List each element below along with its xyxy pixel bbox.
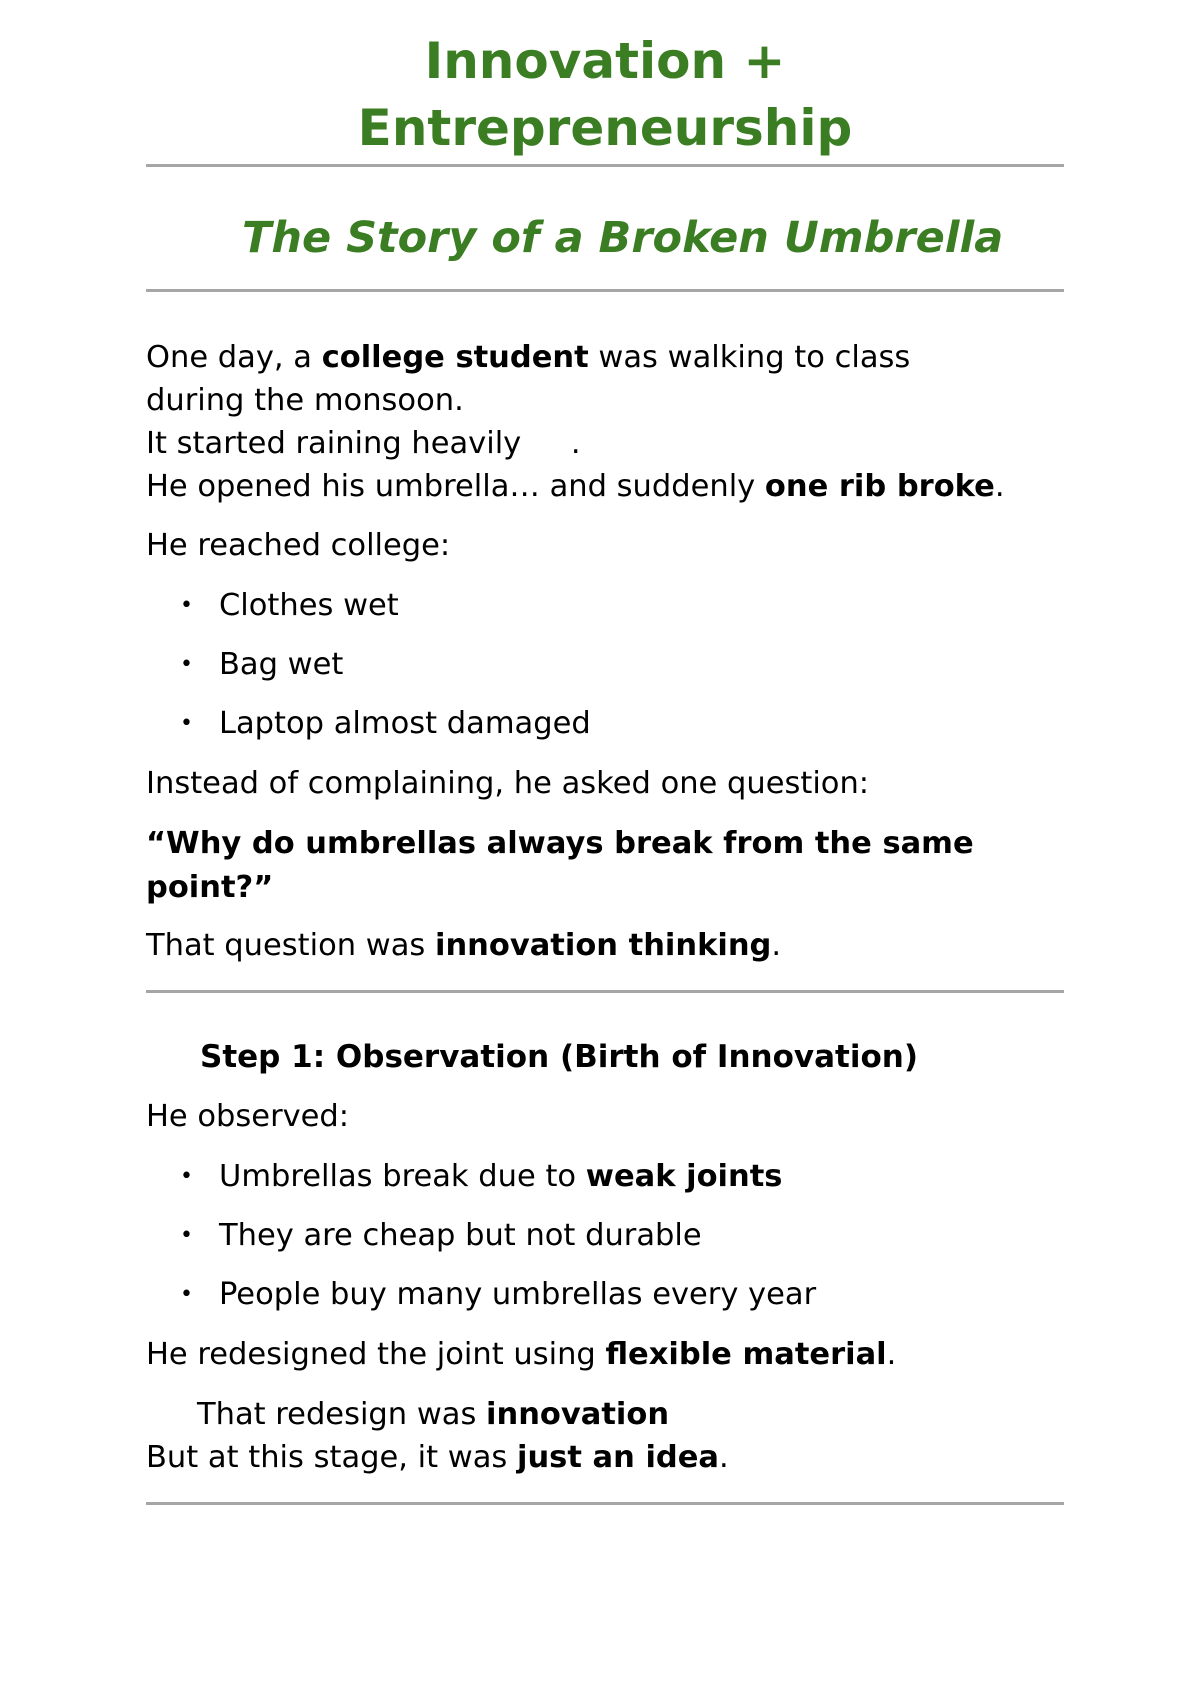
intro-line-1 [146,336,910,379]
innovation-line [197,1393,669,1436]
intro-text: . [561,426,581,461]
intro-text: He opened his umbrella… and suddenly [146,469,765,504]
intro-line-4 [146,465,1005,508]
observed-text: He observed: [146,1099,350,1134]
divider-1 [146,164,1064,167]
instead-text: Instead of complaining, he asked one question: [146,766,870,801]
title-line-1: Innovation + [424,32,786,90]
innovation-emphasis: innovation [486,1397,670,1432]
intro-text: One day, a [146,340,322,375]
bullet-icon: • [180,593,193,618]
stage-emphasis: just an idea [517,1440,720,1475]
divider-2 [146,289,1064,292]
list-item-text: Clothes wet [219,588,399,623]
redesigned-text: . [886,1337,897,1372]
stage-text: . [719,1440,729,1475]
list-item-text [219,1155,782,1198]
step1-heading: Step 1: Observation (Birth of Innovation) [200,1039,918,1075]
bullet-icon: • [180,1164,193,1189]
list-item-emphasis: weak joints [585,1159,783,1194]
list-item-text: Laptop almost damaged [219,706,591,741]
intro-text: . [994,469,1005,504]
list-item-part: Umbrellas break due to [219,1159,586,1194]
innovation-text: That redesign was [197,1397,487,1432]
question-line [146,924,781,967]
intro-line-2: during the monsoon. [146,383,464,418]
stage-line [146,1436,729,1479]
story-subtitle: The Story of a Broken Umbrella [242,213,1004,263]
bullet-icon: • [180,1282,193,1307]
divider-3 [146,990,1064,993]
reached-text: He reached college: [146,528,451,563]
stage-text: But at this stage, it was [146,1440,518,1475]
intro-emphasis: one rib broke [764,469,995,504]
bullet-icon: • [180,711,193,736]
document-title [146,28,1064,162]
question-emphasis: innovation thinking [435,928,772,963]
intro-text: It started raining heavily [146,426,522,461]
question-text: . [771,928,782,963]
list-item-text: People buy many umbrellas every year [219,1277,817,1312]
redesigned-text: He redesigned the joint using [146,1337,606,1372]
intro-text: was walking to class [588,340,911,375]
question-text: That question was [146,928,435,963]
bullet-icon: • [180,1223,193,1248]
intro-line-3 [146,422,581,465]
list-item-text: They are cheap but not durable [219,1218,702,1253]
intro-emphasis: college student [321,340,589,375]
key-question: “Why do umbrellas always break from the same point?” [146,826,974,905]
title-line-2: Entrepreneurship [357,99,853,157]
divider-4 [146,1502,1064,1505]
list-item-text: Bag wet [219,647,344,682]
redesigned-line [146,1333,896,1376]
bullet-icon: • [180,652,193,677]
redesigned-emphasis: flexible material [605,1337,887,1372]
